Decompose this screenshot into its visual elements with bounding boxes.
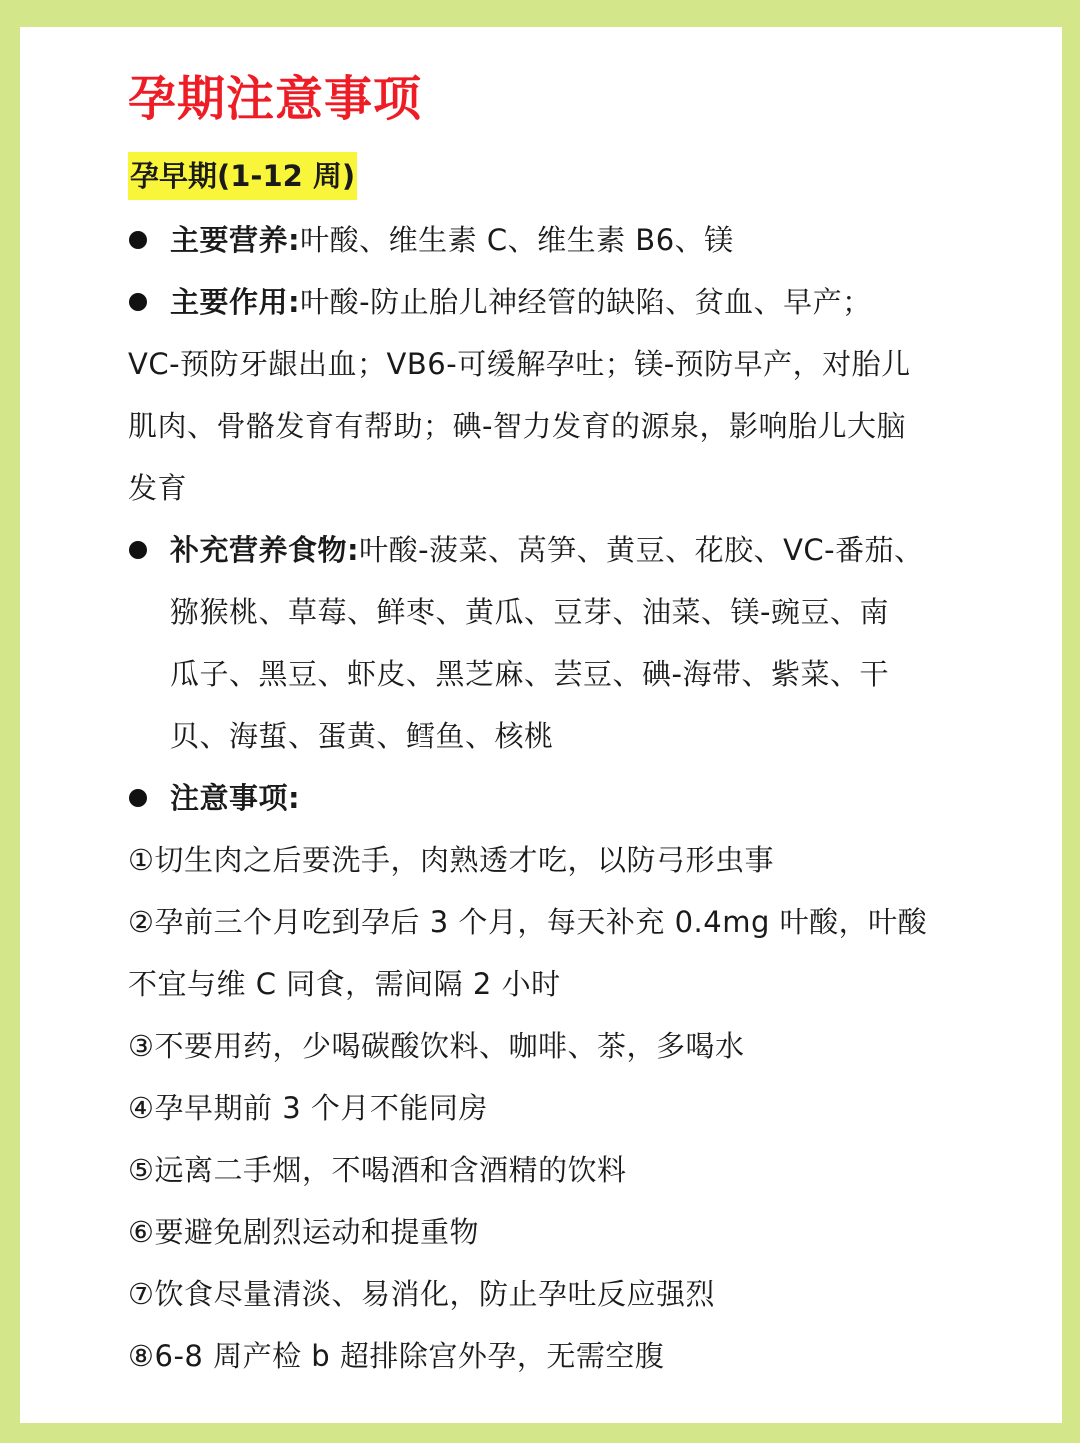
- note-line: ②孕前三个月吃到孕后 3 个月，每天补充 0.4mg 叶酸，叶酸: [128, 905, 928, 939]
- note-line: ⑧6-8 周产检 b 超排除宫外孕，无需空腹: [128, 1339, 665, 1373]
- function-text-line: 肌肉、骨骼发育有帮助；碘-智力发育的源泉，影响胎儿大脑: [128, 409, 906, 443]
- note-line: 不宜与维 C 同食，需间隔 2 小时: [128, 967, 561, 1001]
- nutrition-item: [170, 220, 734, 260]
- nutrition-label: 主要营养:: [170, 223, 301, 257]
- function-text-line: 发育: [128, 471, 188, 505]
- nutrition-text: 叶酸、维生素 C、维生素 B6、镁: [300, 223, 734, 257]
- foods-label: 补充营养食物:: [170, 533, 360, 567]
- note-line: ④孕早期前 3 个月不能同房: [128, 1091, 488, 1125]
- function-text-line: 叶酸-防止胎儿神经管的缺陷、贫血、早产；: [300, 285, 872, 319]
- page-title: 孕期注意事项: [128, 71, 423, 127]
- function-label: 主要作用:: [170, 285, 301, 319]
- foods-item: [170, 530, 924, 570]
- foods-text-line: 猕猴桃、草莓、鲜枣、黄瓜、豆芽、油菜、镁-豌豆、南: [170, 595, 889, 629]
- foods-text-line: 叶酸-菠菜、莴笋、黄豆、花胶、VC-番茄、: [359, 533, 924, 567]
- function-text-line: VC-预防牙龈出血；VB6-可缓解孕吐；镁-预防早产，对胎儿: [128, 347, 911, 381]
- foods-text-line: 贝、海蜇、蛋黄、鳕鱼、核桃: [170, 719, 554, 753]
- foods-text-line: 瓜子、黑豆、虾皮、黑芝麻、芸豆、碘-海带、紫菜、干: [170, 657, 889, 691]
- bullet-icon: [129, 231, 147, 249]
- section-heading: 孕早期(1-12 周): [128, 152, 357, 200]
- note-line: ⑥要避免剧烈运动和提重物: [128, 1215, 479, 1249]
- bullet-icon: [129, 541, 147, 559]
- note-line: ③不要用药，少喝碳酸饮料、咖啡、茶，多喝水: [128, 1029, 745, 1063]
- note-line: ⑦饮食尽量清淡、易消化，防止孕吐反应强烈: [128, 1277, 715, 1311]
- note-line: ⑤远离二手烟，不喝酒和含酒精的饮料: [128, 1153, 627, 1187]
- bullet-icon: [129, 293, 147, 311]
- bullet-icon: [129, 789, 147, 807]
- note-line: ①切生肉之后要洗手，肉熟透才吃，以防弓形虫事: [128, 843, 774, 877]
- function-item: [170, 282, 872, 322]
- notes-label: 注意事项:: [170, 781, 301, 815]
